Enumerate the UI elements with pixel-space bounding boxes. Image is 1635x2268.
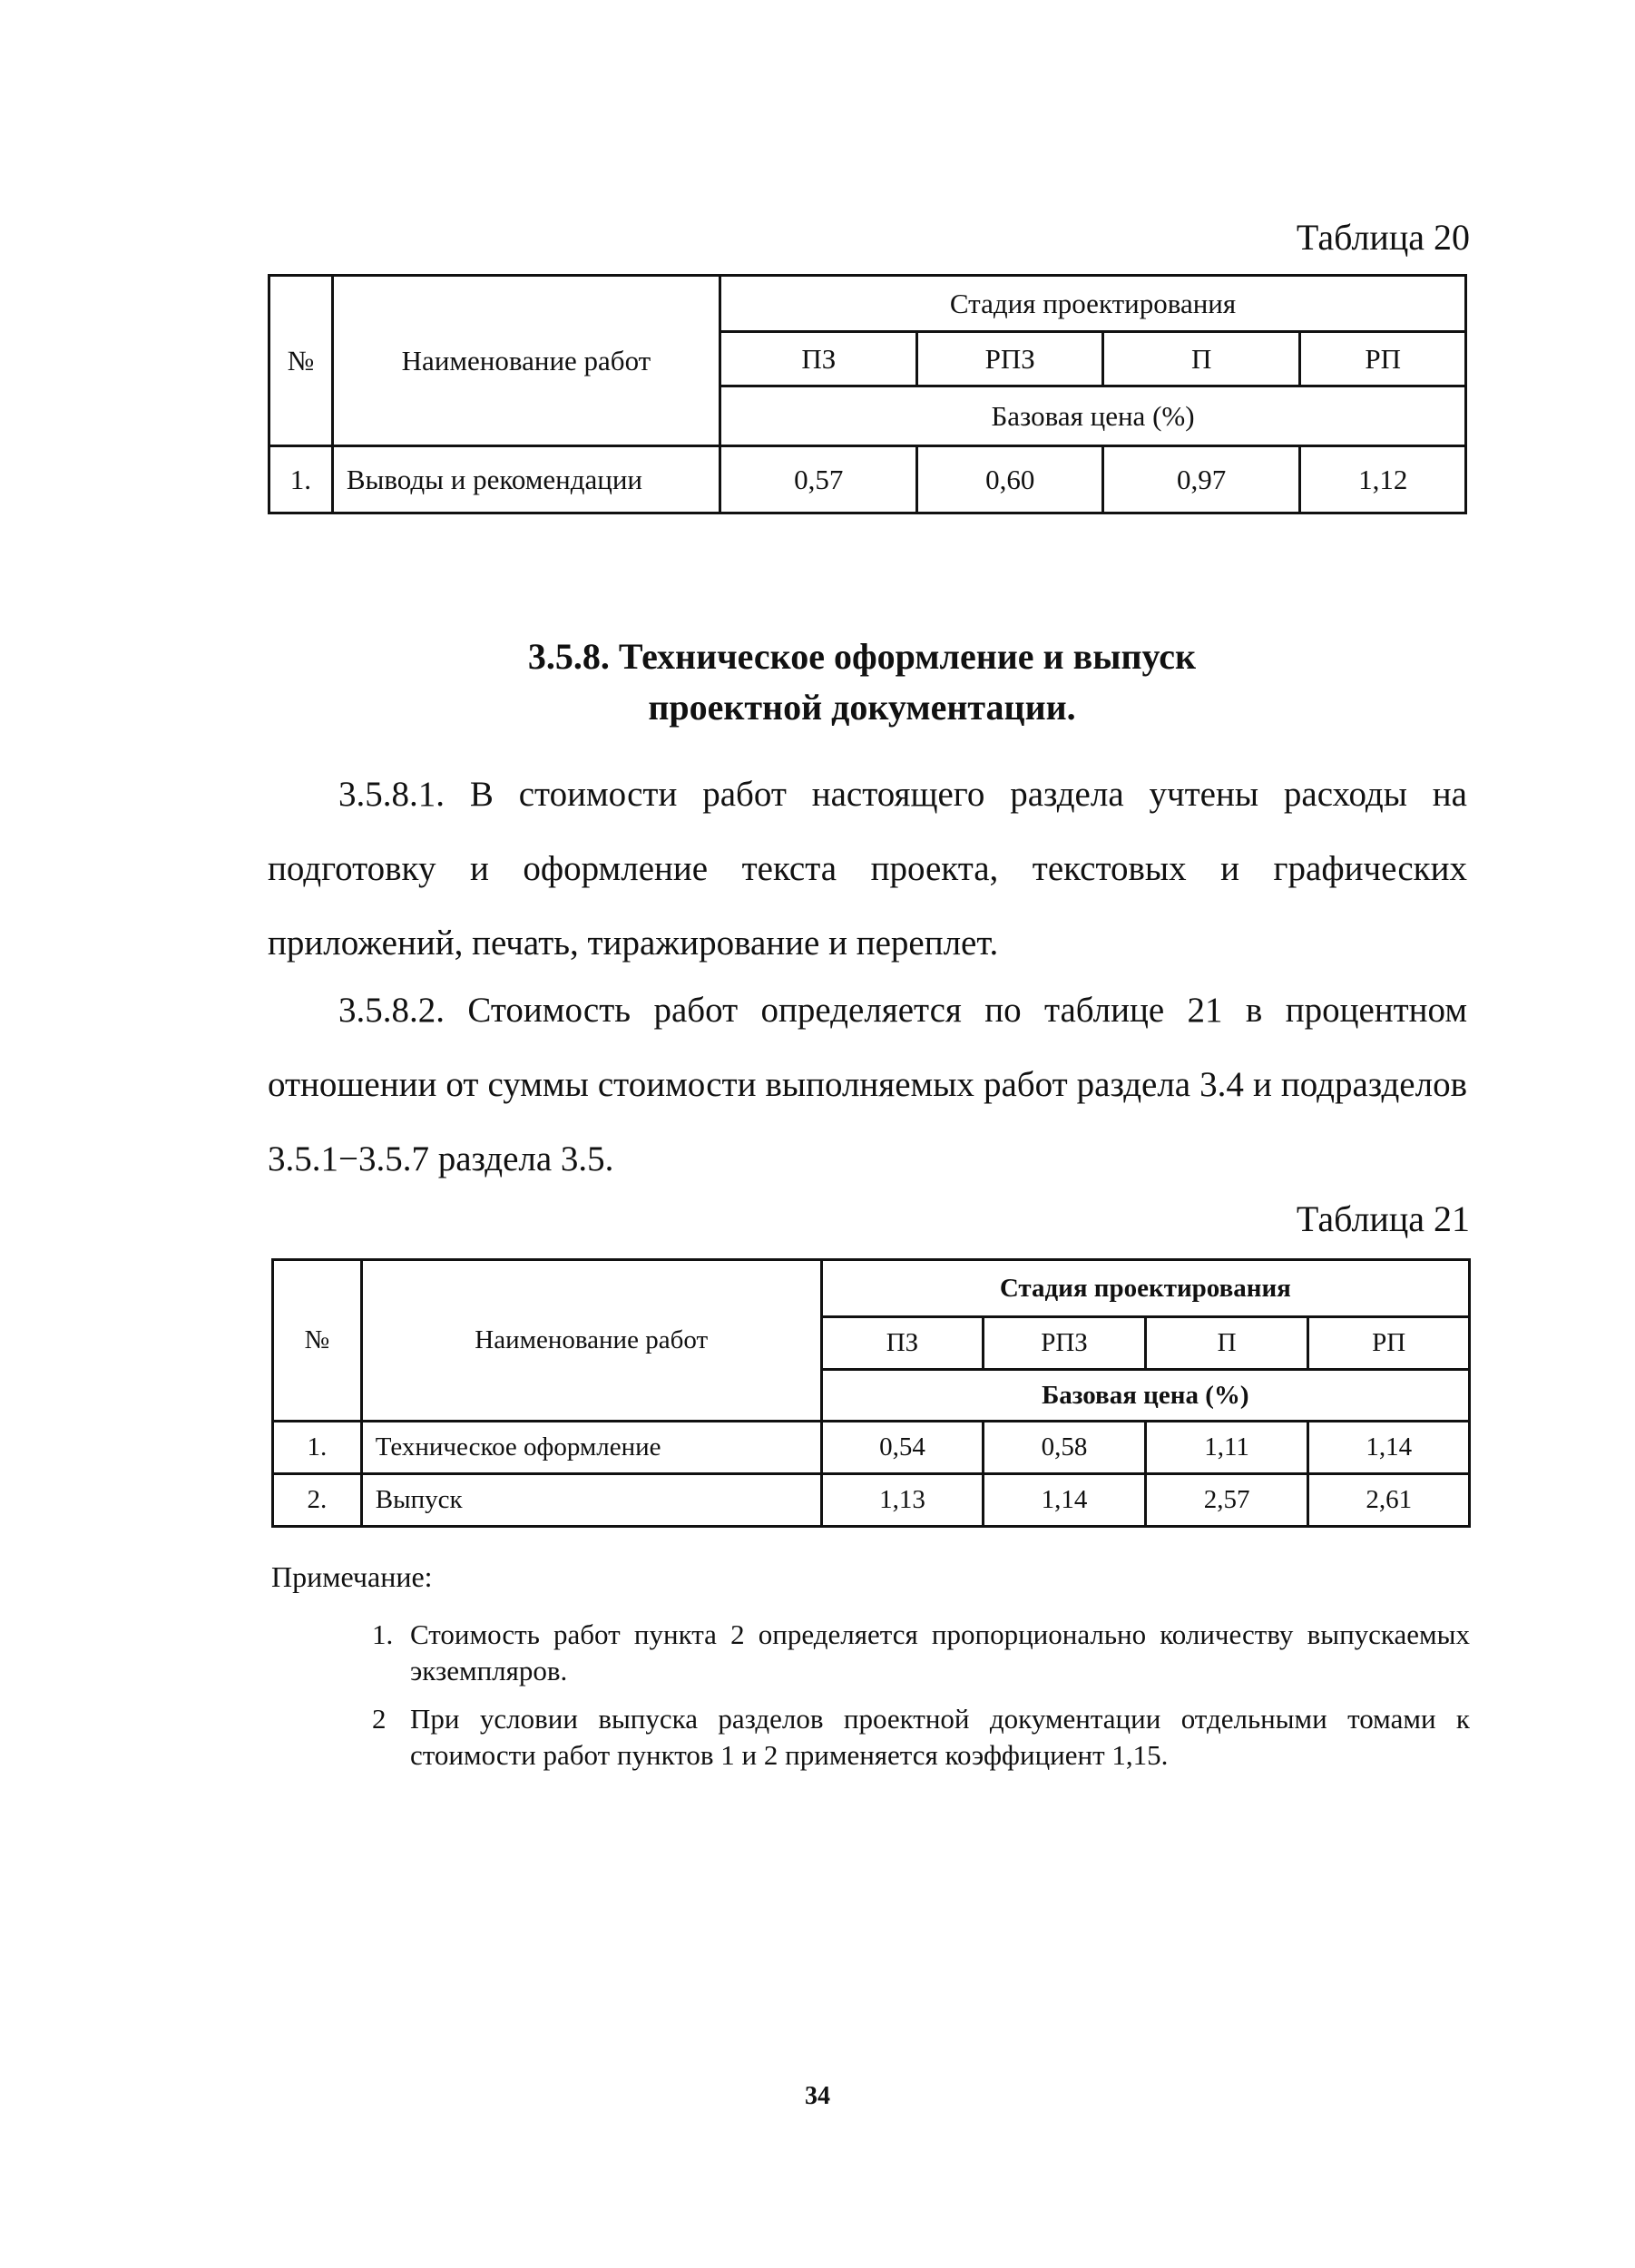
note-item-1 bbox=[372, 1617, 1470, 1689]
value-rp: 1,14 bbox=[1308, 1422, 1470, 1474]
stage-rpz: РПЗ bbox=[917, 332, 1102, 386]
section-heading-line2: проектной документации. bbox=[648, 687, 1076, 728]
col-name-header: Наименование работ bbox=[332, 276, 720, 446]
value-pz: 1,13 bbox=[821, 1474, 984, 1527]
stage-pz: ПЗ bbox=[821, 1317, 984, 1370]
section-heading-line1: 3.5.8. Техническое оформление и выпуск bbox=[527, 636, 1197, 677]
stage-p: П bbox=[1145, 1317, 1308, 1370]
stage-header: Стадия проектирования bbox=[720, 276, 1466, 332]
col-no-header: № bbox=[269, 276, 333, 446]
table-21 bbox=[271, 1258, 1471, 1528]
note-text: Стоимость работ пункта 2 определяется пропорционально количеству выпускаемых экземпляров. bbox=[410, 1618, 1470, 1686]
table20-caption: Таблица 20 bbox=[1296, 217, 1470, 258]
paragraph-3-5-8-1: 3.5.8.1. В стоимости работ настоящего раздела учтены расходы на подготовку и оформление текста проекта, текстовых и графических приложений, печать, тиражирование и переплет. bbox=[268, 775, 1467, 963]
row-number: 1. bbox=[269, 446, 333, 513]
note-text: При условии выпуска разделов проектной документации отдельными томами к стоимости работ пунктов 1 и 2 применяется коэффициент 1,15. bbox=[410, 1703, 1470, 1771]
table-row bbox=[273, 1474, 1470, 1527]
col-no-header: № bbox=[273, 1260, 362, 1422]
note-title: Примечание: bbox=[271, 1560, 433, 1593]
value-p: 2,57 bbox=[1145, 1474, 1308, 1527]
stage-rp: РП bbox=[1308, 1317, 1470, 1370]
value-rpz: 1,14 bbox=[984, 1474, 1146, 1527]
value-rp: 1,12 bbox=[1300, 446, 1466, 513]
stage-pz: ПЗ bbox=[720, 332, 917, 386]
table-row bbox=[273, 1422, 1470, 1474]
page-number: 34 bbox=[805, 2082, 830, 2110]
paragraph-3-5-8-2: 3.5.8.2. Стоимость работ определяется по таблице 21 в процентном отношении от суммы стоимости выполняемых работ раздела 3.4 и подразделов 3.5.1−3.5.7 раздела 3.5. bbox=[268, 991, 1467, 1178]
stage-rp: РП bbox=[1300, 332, 1466, 386]
stage-header: Стадия проектирования bbox=[821, 1260, 1469, 1317]
value-rpz: 0,60 bbox=[917, 446, 1102, 513]
stage-rpz: РПЗ bbox=[984, 1317, 1146, 1370]
note-item-2 bbox=[372, 1701, 1470, 1774]
row-name: Выводы и рекомендации bbox=[332, 446, 720, 513]
row-number: 1. bbox=[273, 1422, 362, 1474]
value-rpz: 0,58 bbox=[984, 1422, 1146, 1474]
value-pz: 0,57 bbox=[720, 446, 917, 513]
note-number: 1. bbox=[372, 1618, 394, 1650]
value-pz: 0,54 bbox=[821, 1422, 984, 1474]
col-name-header: Наименование работ bbox=[361, 1260, 821, 1422]
value-p: 0,97 bbox=[1102, 446, 1299, 513]
stage-p: П bbox=[1102, 332, 1299, 386]
base-price-label: Базовая цена (%) bbox=[720, 386, 1466, 446]
row-name: Техническое оформление bbox=[361, 1422, 821, 1474]
base-price-label: Базовая цена (%) bbox=[821, 1370, 1469, 1422]
row-name: Выпуск bbox=[361, 1474, 821, 1527]
table-20 bbox=[268, 274, 1467, 514]
value-p: 1,11 bbox=[1145, 1422, 1308, 1474]
row-number: 2. bbox=[273, 1474, 362, 1527]
table21-caption: Таблица 21 bbox=[1296, 1198, 1470, 1239]
value-rp: 2,61 bbox=[1308, 1474, 1470, 1527]
note-number: 2 bbox=[372, 1703, 387, 1735]
table-row bbox=[269, 446, 1466, 513]
